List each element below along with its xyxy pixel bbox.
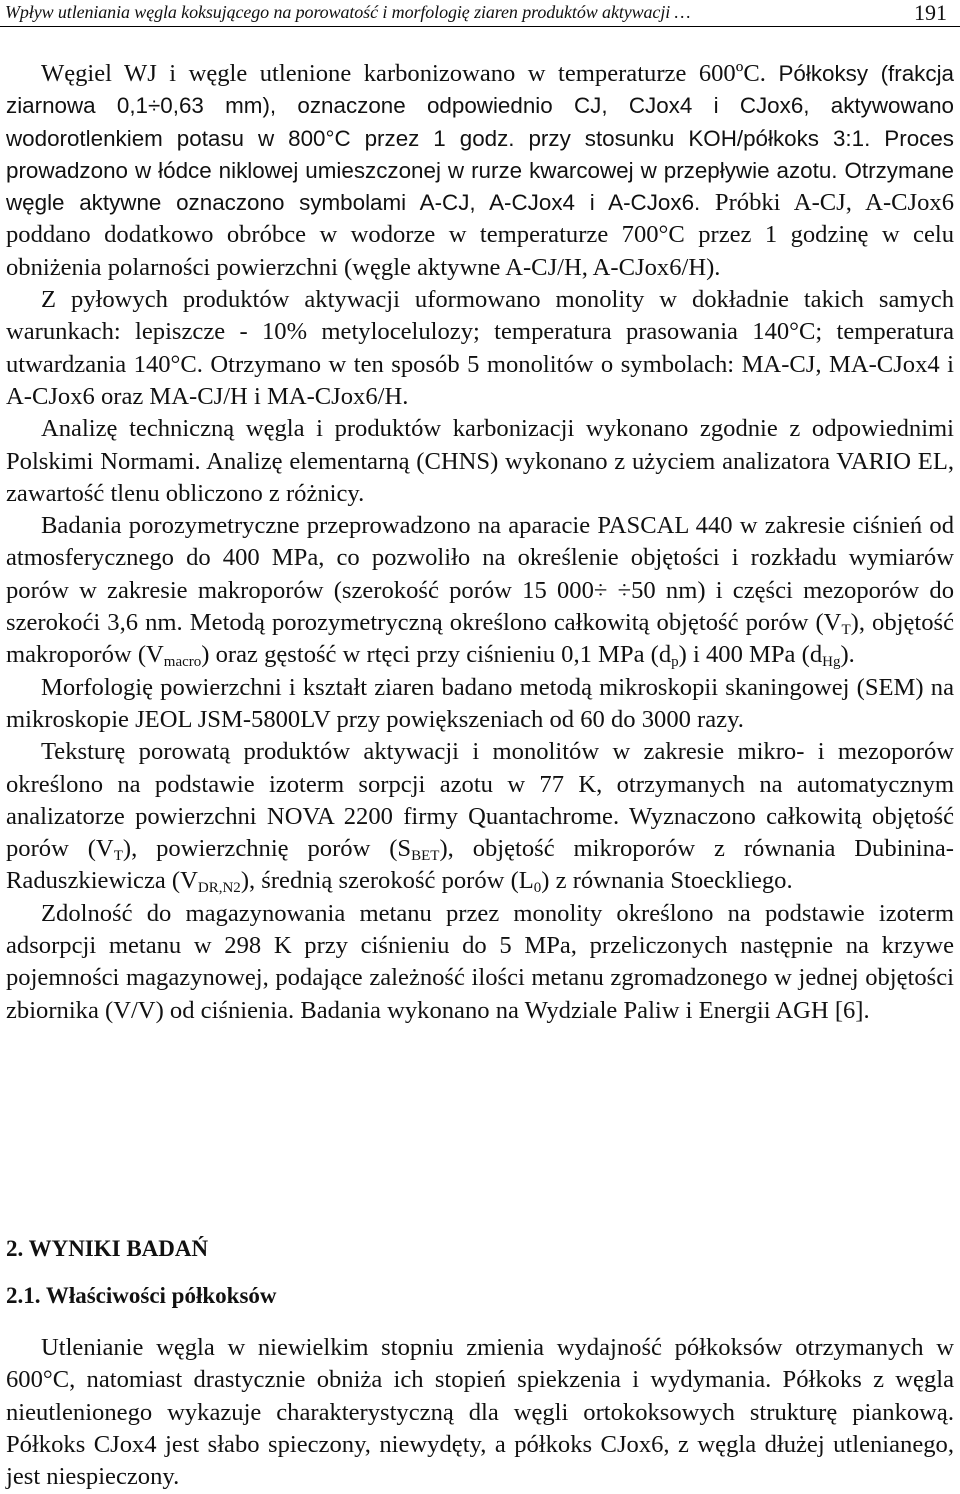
paragraph-sem: Morfologię powierzchni i kształt ziaren badano metodą mikroskopii skaningowej (SEM) na mikroskopie JEOL JSM-5800LV przy powiększeniach od 60 do 3000 razy. [6, 673, 954, 733]
main-text [6, 58, 954, 1027]
header-rule [0, 26, 960, 27]
paragraph-porosimetry: Badania porozymetryczne przeprowadzono na aparacie PASCAL 440 w zakresie ciśnień od atmosferycznego do 400 MPa, co pozwoliło na określenie objętości i rozkładu wymiarów porów w zakresie makroporów (szerokość porów 15 000÷ ÷50 nm) i części mezoporów do szerokoći 3,6 nm. Metodą porozymetryczną określono całkowitą objętość porów $(V_T)$, objętość makroporów $(V_{macro})$ oraz gęstość w rtęci przy ciśnieniu 0,1 MPa $(d_p)$ i 400 MPa $(d_{Hg})$. [6, 512, 955, 671]
subsection-text [6, 1332, 954, 1493]
paragraph-methane: Zdolność do magazynowania metanu przez monolity określono na podstawie izoterm adsorpcji metanu w 298 K przy ciśnieniu do 5 MPa, przeliczonych następnie na krzywe pojemności magazynowej, podające zależność ilości metanu zgromadzonego w jednej objętości zbiornika (V/V) od ciśnienia. Badania wykonano na Wydziale Paliw i Energii AGH [6]. [6, 899, 954, 1024]
section-heading-results: 2. WYNIKI BADAŃ [6, 1236, 209, 1261]
running-header [0, 0, 960, 26]
paragraph-monoliths: Z pyłowych produktów aktywacji uformowano monolity w dokładnie takich samych warunkach: lepiszcze - 10% metylocelulozy; temperatura prasowania 140°C; temperatura utwardzania 140°C. Otrzymano w ten sposób 5 monolitów o symbolach: MA-CJ, MA-CJox4 i A-CJox6 oraz MA-CJ/H i MA-CJox6/H. [6, 286, 954, 410]
paragraph-analysis: Analizę techniczną węgla i produktów karbonizacji wykonano zgodnie z odpowiednimi Polskimi Normami. Analizę elementarną (CHNS) wykonano z użyciem analizatora VARIO EL, zawartość tlenu obliczono z różnicy. [6, 415, 954, 507]
paragraph-carbonization: Węgiel WJ i węgle utlenione karbonizowano w temperaturze 600ºC. Półkoksy (frakcja ziarnowa 0,1÷0,63 mm), oznaczone odpowiednio CJ, CJox4 i CJox6, aktywowano wodorotlenkiem potasu w 800°C przez 1 godz. przy stosunku KOH/półkoks 3:1. Proces prowadzono w łódce niklowej umieszczonej w rurze kwarcowej w przepływie azotu. Otrzymane węgle aktywne oznaczono symbolami A-CJ, A-CJox4 i A-CJox6. Próbki A-CJ, A-CJox6 poddano dodatkowo obróbce w wodorze w temperaturze 700°C przez 1 godzinę w celu obniżenia polarności powierzchni (węgle aktywne A-CJ/H, A-CJox6/H). [6, 60, 954, 281]
paragraph-texture: Teksturę porowatą produktów aktywacji i monolitów w zakresie mikro- i mezoporów określono na podstawie izoterm sorpcji azotu w 77 K, otrzymanych na automatycznym analizatorze powierzchni NOVA 2200 firmy Quantachrome. Wyznaczono całkowitą objętość porów $(V_T)$, powierzchnię porów $(S_{BET})$, objętość mikroporów z równania Dubinina-Raduszkiewicza $(V_{DR,N2})$, średnią szerokość porów $(L_0)$ z równania Stoeckliego. [6, 738, 954, 897]
running-title: Wpływ utleniania węgla koksującego na porowatość i morfologię ziaren produktów aktywacji … [5, 2, 691, 22]
page-number: 191 [914, 0, 947, 25]
paragraph-semicokes: Utlenianie węgla w niewielkim stopniu zmienia wydajność półkoksów otrzymanych w 600°C, natomiast drastycznie obniża ich stopień spiekzenia i wydymania. Półkoks z węgla nieutlenionego wykazuje charakterystyczną dla węgli ortokoksowych strukturę piankową. Półkoks CJox4 jest słabo spieczony, niewydęty, a półkoks CJox6, z węgla dłużej utlenianego, jest niespieczony. [6, 1334, 954, 1491]
subsection-heading-semicokes: 2.1. Właściwości półkoksów [6, 1283, 277, 1308]
